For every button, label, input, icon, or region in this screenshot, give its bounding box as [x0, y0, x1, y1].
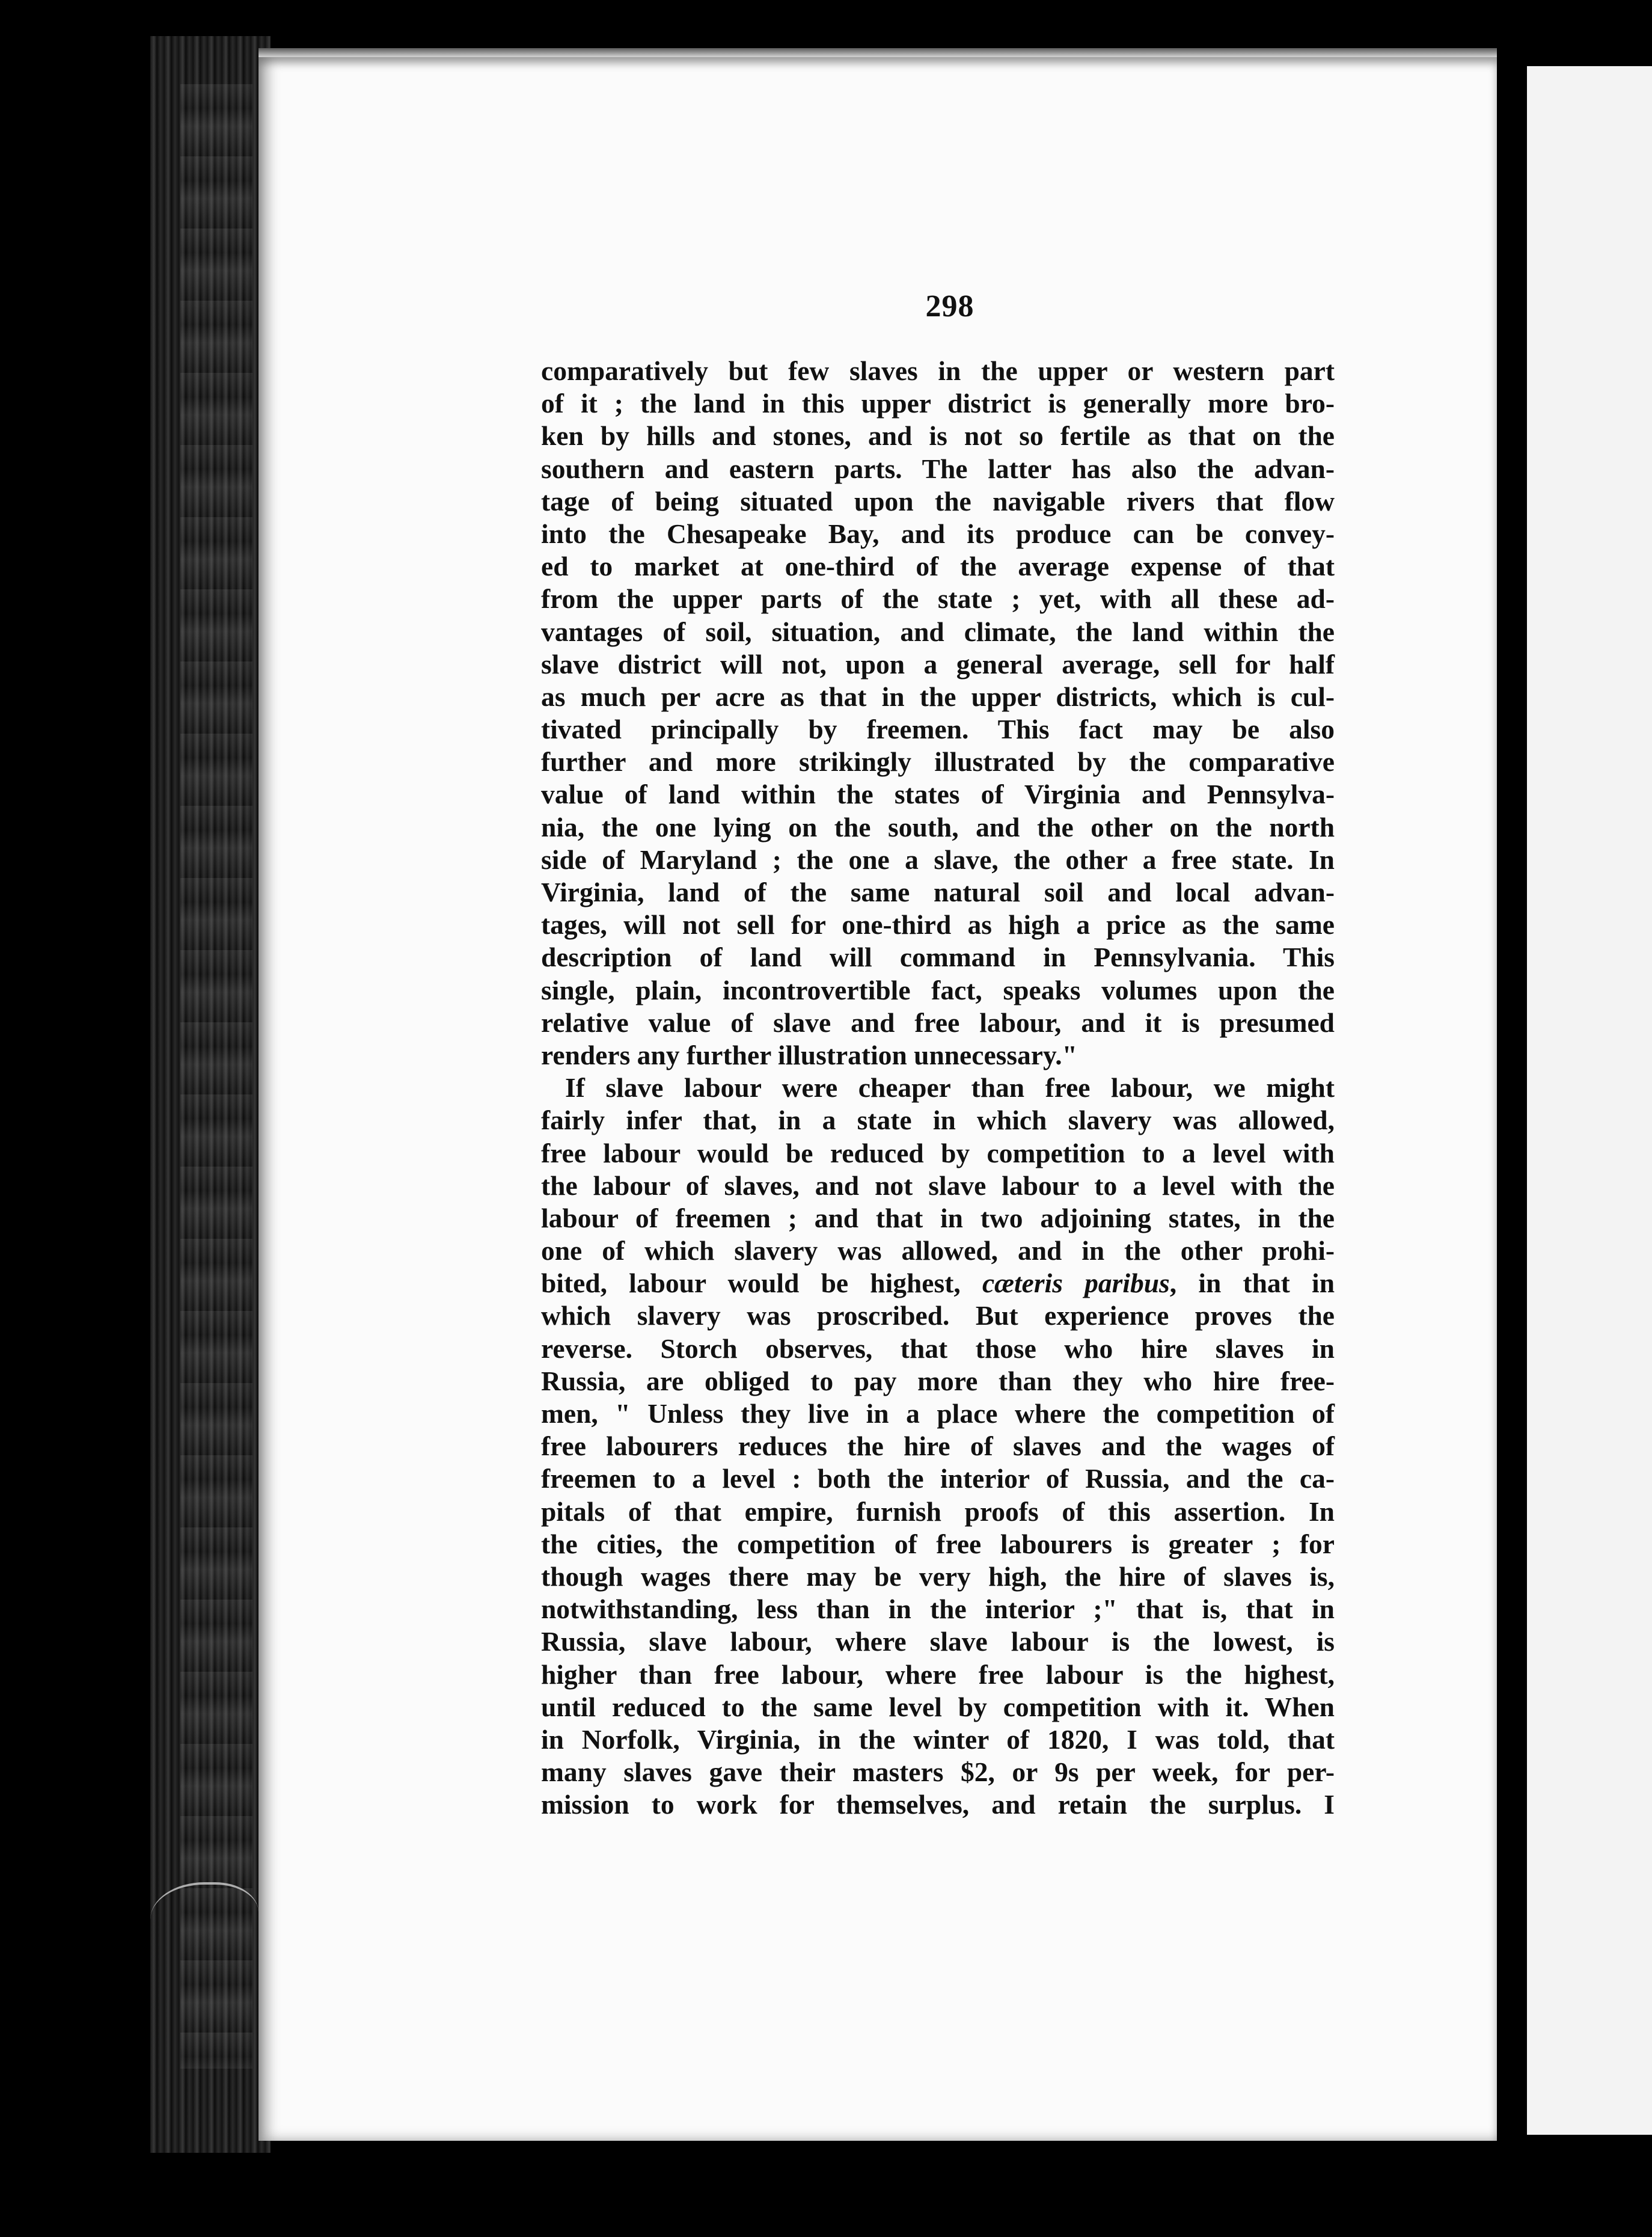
- text-line: renders any further illustration unnecessary.": [541, 1039, 1077, 1070]
- text-line: single, plain, incontrovertible fact, speaks volumes upon the: [541, 974, 1335, 1005]
- text-line: comparatively but few slaves in the upper or western part: [541, 355, 1335, 386]
- binding-texture: [180, 84, 252, 2069]
- page-number: 298: [925, 289, 974, 324]
- text-line: pitals of that empire, furnish proofs of this assertion. In: [541, 1496, 1335, 1527]
- text-line: tages, will not sell for one-third as high a price as the same: [541, 909, 1335, 941]
- text-line: Virginia, land of the same natural soil and local advan-: [541, 877, 1335, 907]
- text-line: the cities, the competition of free labourers is greater ; for: [541, 1528, 1335, 1559]
- text-line: If slave labour were cheaper than free labour, we might: [565, 1072, 1335, 1103]
- text-line: further and more strikingly illustrated by the comparative: [541, 746, 1335, 778]
- text-line: tage of being situated upon the navigable rivers that flow: [541, 485, 1335, 517]
- text-line: nia, the one lying on the south, and the other on the north: [541, 811, 1335, 842]
- text-line: the labour of slaves, and not slave labour to a level with the: [541, 1170, 1335, 1201]
- text-line: ken by hills and stones, and is not so fertile as that on the: [541, 420, 1335, 452]
- page-gutter: [1497, 60, 1530, 2141]
- body-text: [541, 355, 1335, 1821]
- text-line: Russia, slave labour, where slave labour is the lowest, is: [541, 1626, 1335, 1657]
- text-line: into the Chesapeake Bay, and its produce can be convey-: [541, 518, 1335, 549]
- text-line: higher than free labour, where free labour is the highest,: [541, 1659, 1335, 1690]
- text-line: notwithstanding, less than in the interior ;" that is, that in: [541, 1594, 1335, 1625]
- text-line: value of land within the states of Virginia and Pennsylva-: [541, 779, 1335, 810]
- text-line: many slaves gave their masters $2, or 9s per week, for per-: [541, 1757, 1335, 1788]
- text-line: bited, labour would be highest, cæteris paribus, in that in: [541, 1268, 1335, 1299]
- text-line: of it ; the land in this upper district is generally more bro-: [541, 388, 1335, 419]
- text-line: Russia, are obliged to pay more than they who hire free-: [541, 1365, 1335, 1396]
- text-line: from the upper parts of the state ; yet, with all these ad-: [541, 583, 1335, 615]
- text-line: tivated principally by freemen. This fact may be also: [541, 714, 1335, 745]
- text-line: free labourers reduces the hire of slaves and the wages of: [541, 1431, 1335, 1462]
- text-line: freemen to a level : both the interior of Russia, and the ca-: [541, 1463, 1335, 1494]
- text-line: free labour would be reduced by competition to a level with: [541, 1137, 1335, 1168]
- text-line: until reduced to the same level by competition with it. When: [541, 1691, 1335, 1722]
- text-line: as much per acre as that in the upper districts, which is cul-: [541, 681, 1335, 712]
- text-line: though wages there may be very high, the hire of slaves is,: [541, 1560, 1335, 1592]
- text-line: ed to market at one-third of the average expense of that: [541, 551, 1335, 582]
- text-line: men, " Unless they live in a place where the competition of: [541, 1398, 1335, 1429]
- text-line: one of which slavery was allowed, and in the other prohi-: [541, 1235, 1335, 1266]
- text-line: mission to work for themselves, and retain the surplus. I: [541, 1789, 1335, 1820]
- text-line: labour of freemen ; and that in two adjoining states, in the: [541, 1202, 1335, 1233]
- text-line: vantages of soil, situation, and climate, the land within the: [541, 616, 1335, 647]
- facing-page-edge: [1527, 66, 1652, 2135]
- text-line: which slavery was proscribed. But experience proves the: [541, 1300, 1335, 1331]
- text-line: relative value of slave and free labour, and it is presumed: [541, 1007, 1335, 1038]
- text-line: southern and eastern parts. The latter has also the advan-: [541, 453, 1335, 484]
- text-line: reverse. Storch observes, that those who hire slaves in: [541, 1333, 1335, 1364]
- text-line: side of Maryland ; the one a slave, the other a free state. In: [541, 844, 1335, 875]
- italic-phrase: cæteris paribus: [982, 1268, 1170, 1299]
- page-tear-mark: [150, 1882, 259, 1957]
- text-line: in Norfolk, Virginia, in the winter of 1820, I was told, that: [541, 1723, 1335, 1755]
- text-line: fairly infer that, in a state in which slavery was allowed,: [541, 1105, 1335, 1136]
- text-line: slave district will not, upon a general average, sell for half: [541, 648, 1335, 680]
- text-line: description of land will command in Pennsylvania. This: [541, 942, 1335, 973]
